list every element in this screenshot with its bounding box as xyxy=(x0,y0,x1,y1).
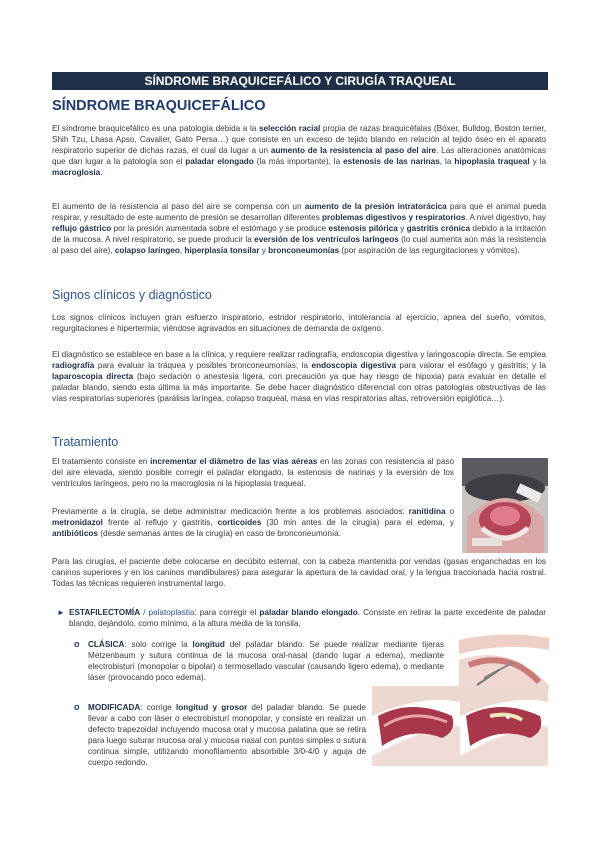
paragraph xyxy=(52,312,546,334)
text-run: bronconeumonías xyxy=(268,246,340,256)
palate-illustration-after xyxy=(460,686,548,766)
text-run: problemas digestivos y respiratorios xyxy=(322,213,466,223)
subsection-heading: Signos clínicos y diagnóstico xyxy=(52,288,212,302)
text-run: Previamente a la cirugía, se debe administrar medicación frente a los problemas asociados: xyxy=(52,507,409,516)
text-run: incrementar el diámetro de las vías aéreas xyxy=(150,457,318,466)
text-run: metronidazol xyxy=(52,518,103,528)
bullet-circle-icon: o xyxy=(74,702,80,712)
text-run: (30 min antes de la cirugía) para el edema, y xyxy=(261,518,454,528)
paragraph xyxy=(88,702,366,769)
text-run: aumento de la resistencia al paso del aire xyxy=(270,146,437,156)
text-run: Los signos clínicos incluyen gran esfuerzo inspiratorio, estridor respiratorio, intolerancia al ejercicio, apnea del sueño, vómitos, regurgitaciones e hipertermia; viéndose agravados en situaciones de demanda de oxígeno. xyxy=(52,313,546,334)
text-run: selección racial xyxy=(258,124,321,133)
text-run: ranitidina xyxy=(408,507,446,516)
text-run: longitud y grosor xyxy=(176,703,248,712)
text-run: o xyxy=(445,507,454,516)
text-run: El tratamiento consiste en xyxy=(52,457,151,466)
text-run: reflujo gástrico xyxy=(52,224,112,234)
text-run: para valorar el esófago y gastritis; y la xyxy=(396,361,546,371)
palate-illustration xyxy=(459,630,549,690)
text-run: hipoplasia traqueal xyxy=(454,157,530,167)
text-run: laparoscopia directa xyxy=(52,372,134,382)
text-run: gastritis crónica xyxy=(406,224,471,234)
paragraph xyxy=(52,201,546,256)
surgery-photo xyxy=(462,458,548,553)
text-run: en las zonas con resistencia al paso del aire elevada, siendo posible corregir el paladar elongado, la estenosis de narinas y la eversión de los ventrículos laríngeos, pero no la macroglosia ni la hipoplasia traqueal. xyxy=(52,457,455,489)
text-run: paladar blando elongado xyxy=(259,608,358,617)
text-run: hiperplasia tonsilar xyxy=(184,246,260,256)
text-run: (la más importante), la xyxy=(253,157,344,167)
document-banner: SÍNDROME BRAQUICEFÁLICO Y CIRUGÍA TRAQUEAL xyxy=(52,72,548,90)
text-run: longitud xyxy=(192,640,225,649)
text-run: propia de razas braquicéfalas (Bóxer, Bulldog, Boston terrier, Shih Tzu, Lhasa Apso, Cavalier, Gato Persa…) que consiste en un exceso de tejido blando en relación al tejido óseo en el aparato respiratorio superior de dichas razas, el cual da lugar a un xyxy=(52,124,546,156)
text-run: . Consiste en retirar la parte excedente de paladar blando, dejándolo, como mínimo, a la altura media de la tonsila. xyxy=(69,608,546,629)
text-run: (lo cual aumenta aún más la resistencia al paso del aire), xyxy=(52,235,546,256)
paragraph xyxy=(52,556,546,589)
text-run: endoscopia digestiva xyxy=(311,361,397,371)
text-run: aumento de la presión intratorácica xyxy=(304,202,447,211)
text-run: El diagnóstico se establece en base a la clínica, y requiere realizar radiografía, endoscopia digestiva y laringoscopia directa. Se emplea xyxy=(52,350,546,359)
text-run: y la xyxy=(529,157,546,167)
bullet-circle-icon: o xyxy=(74,639,80,649)
bullet-arrow-icon: ► xyxy=(57,608,65,617)
subsection-heading: Tratamiento xyxy=(52,435,119,449)
text-run: : corrige xyxy=(140,703,176,712)
text-run: . xyxy=(100,168,103,178)
text-run: radiografía xyxy=(52,361,95,371)
text-run: (bajo sedación o anestesia ligera, con precaución ya que hay riesgo de hipoxia) para evaluar en detalle el paladar blando, siendo esta última la más importante. Se debe hacer diagnóstico diferencial con otras patologías obstructivas de las vías respiratorias superiores (parálisis laríngea, colapso traqueal, masa en vías respiratorias altas, retroversión epiglótica…). xyxy=(52,372,546,404)
text-run: ESTAFILECTOMÍA xyxy=(69,608,141,617)
text-run: : para corregir el xyxy=(194,608,260,617)
text-run: , xyxy=(179,246,185,256)
text-run: estenosis pilórica xyxy=(328,224,398,234)
text-run: frente al reflujo y gastritis, xyxy=(102,518,218,528)
text-run: por la presión aumentada sobre el estómago y se produce xyxy=(111,224,329,234)
text-run: El aumento de la resistencia al paso del aire se compensa con un xyxy=(52,202,305,211)
paragraph xyxy=(52,123,546,178)
text-run: (desde semanas antes de la cirugía) en caso de bronconeumonía. xyxy=(97,529,341,539)
text-run: colapso laríngeo xyxy=(114,246,180,256)
palate-illustration-before xyxy=(372,686,460,766)
paragraph xyxy=(52,506,454,539)
text-run: paladar elongado xyxy=(185,157,254,167)
text-run: MODIFICADA xyxy=(88,703,141,712)
text-run: para que el animal pueda respirar, y resultado de este aumento de presión se desarrollan diferentes xyxy=(52,202,546,223)
text-run: Para las cirugías, el paciente debe colocarse en decúbito esternal, con la cabeza mantenida por vendas (gasas enganchadas en los caninos superiores y en los caninos mandibulares) para asegurar la apertura de la cavidad oral, y la lengua traccionada hacia rostral. Todas las técnicas requieren instrumental largo. xyxy=(52,557,546,589)
text-run: : solo corrige la xyxy=(124,640,193,649)
text-run: (por aspiración de las regurgitaciones y vómitos). xyxy=(339,246,520,256)
text-run: eversión de los ventrículos laríngeos xyxy=(254,235,399,245)
text-run: macroglosia xyxy=(52,168,101,178)
text-run: estenosis de las narinas xyxy=(343,157,440,167)
text-run: para evaluar la tráquea y posibles bronconeumonías; la xyxy=(94,361,312,371)
text-run: corticoides xyxy=(217,518,262,528)
paragraph xyxy=(88,639,444,683)
text-run: debido a la irritación de la mucosa. A nivel respiratorio, se puede producir la xyxy=(52,224,546,245)
text-run: / palatoplastia xyxy=(140,608,195,617)
text-run: antibióticos xyxy=(52,529,98,539)
section-title: SÍNDROME BRAQUICEFÁLICO xyxy=(52,98,266,114)
text-run: del paladar blando. Se puede realizar mediante tijeras Metzenbaum y sutura continua de la mucosa oral-nasal (dando lugar a edema), mediante electrobisturí (monopolar o bipolar) o termosellado vascular (causando ligero edema), o mediante láser (provocando poco edema). xyxy=(88,640,444,683)
text-run: . A nivel digestivo, hay xyxy=(465,213,546,223)
paragraph xyxy=(69,607,546,629)
text-run: y xyxy=(259,246,269,256)
text-run: El síndrome braquicefálico es una patología debida a la xyxy=(52,124,259,133)
paragraph xyxy=(52,349,546,404)
text-run: , la xyxy=(439,157,455,167)
text-run: CLÁSICA xyxy=(88,640,125,649)
paragraph xyxy=(52,456,454,489)
text-run: y xyxy=(397,224,407,234)
text-run: . Las alteraciones anatómicas que dan lugar a la patología son el xyxy=(52,146,546,167)
text-run: del paladar blando. Se puede llevar a cabo con láser o electrobisturí monopolar, y consiste en realizar un defecto trapezoidal incluyendo mucosa oral y mucosa palatina que se retira para luego suturar mucosa oral y mucosa nasal con puntos simples o sutura continua simple, utilizando monofilamento absorbible 3/0-4/0 y aguja de cuerpo redondo. xyxy=(88,703,366,768)
